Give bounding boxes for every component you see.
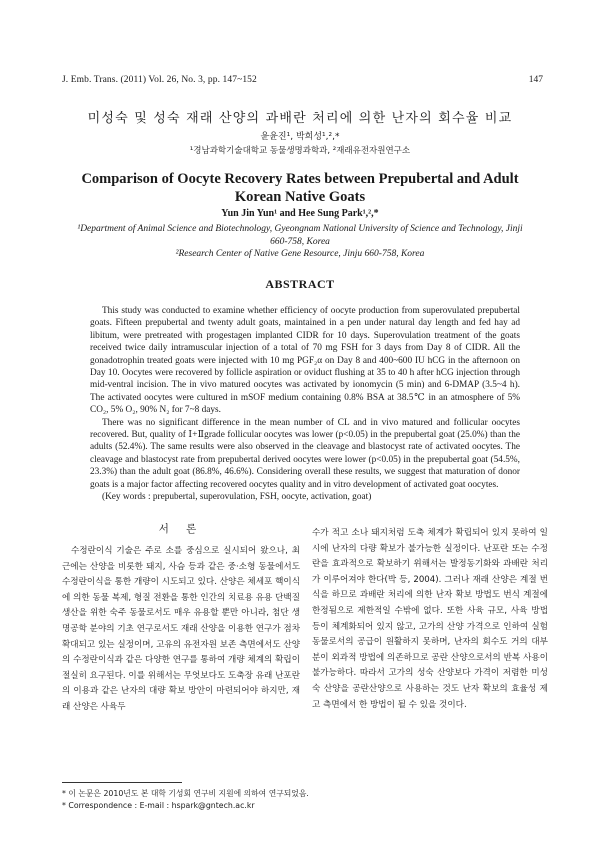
- body-column-right: [312, 526, 548, 713]
- intro-paragraph-left: 수정란이식 기술은 주로 소를 중심으로 실시되어 왔으나, 최근에는 산양을 비롯한 돼지, 사슴 등과 같은 중·소형 동물에서도 수정란이식을 통한 개량이 시도되고 있다. 산양은 체세포 핵이식에 의한 동물 복제, 형질 전환을 통한 인간의 치료용 유용 단백질 생산을 위한 숙주 동물로서도 매우 유용할 뿐만 아니라, 첨단 생명공학 분야의 기초 연구로서도 재래 산양을 이용한 연구가 점차 확대되고 있는 실정이며, 고유의 유전자원 보존 측면에서도 산양의 수정란이식과 같은 다양한 연구를 통하여 개량 체계의 확립이 절실히 요구된다. 이를 위해서는 무엇보다도 도축장 유래 난포란의 이용과 같은 난자의 대량 확보 방안이 마련되어야 하지만, 재래 산양은 사육두: [62, 546, 300, 712]
- abstract-heading: ABSTRACT: [265, 277, 335, 291]
- keywords: (Key words : prepubertal, superovulation, FSH, oocyte, activation, goat): [102, 492, 372, 503]
- abstract-paragraph-2: There was no significant difference in the mean number of CL and in vivo matured and follicular oocytes recovered. But, quality of Ⅰ+Ⅱgrade follicular oocytes was lower (p<0.05) in the prepubertal goat (25.0%) than the adults (52.4%). The same results were also observed in the cleavage and blastocyst rate of activated oocytes. The cleavage and blastocyst rate from prepubertal derived oocytes were lower (p<0.05) in the prepubertal goat (54.5%, 23.3%) than the adult goat (86.8%, 46.6%). Considering overall these results, we suggest that maturation of donor goats is a major factor affecting recovered oocytes quality and in vitro development of activated goat oocytes.: [90, 417, 520, 490]
- page-number: 147: [528, 75, 543, 85]
- footnote-funding: * 이 논문은 2010년도 본 대학 기성회 연구비 지원에 의하여 연구되었음.: [62, 789, 309, 798]
- korean-affiliation: ¹경남과학기술대학교 동물생명과학과, ²재래유전자원연구소: [189, 146, 411, 156]
- abstract-body: [90, 305, 520, 504]
- affiliation-1: ¹Department of Animal Science and Biotechnology, Gyeongnam National University of Science and Technology, Jinji 660-758, Korea: [77, 224, 523, 247]
- body-column-left: [62, 544, 300, 716]
- korean-authors: 윤윤진¹, 박희성¹,²,*: [260, 132, 340, 142]
- english-authors: Yun Jin Yun¹ and Hee Sung Park¹,²,*: [221, 208, 379, 219]
- affiliation-2: ²Research Center of Native Gene Resource, Jinju 660-758, Korea: [175, 249, 425, 259]
- english-affiliations: [70, 223, 530, 261]
- intro-paragraph-right: 수가 적고 소나 돼지처럼 도축 체계가 확립되어 있지 못하여 일시에 난자의 다량 확보가 불가능한 실정이다. 난포란 또는 수정란을 효과적으로 확보하기 위해서는 발정동기화와 과배란 처리가 이루어져야 한다(박 등, 2004). 그러나 재래 산양은 계절 번식을 하므로 과배란 처리에 의한 난자 확보 방법도 번식 계절에 한정됨으로 제한적일 수밖에 없다. 또한 사육 규모, 사육 방법 등이 체계화되어 있지 않고, 고가의 산양 가격으로 인하여 실험 동물로서의 공급이 원활하지 못하며, 난자의 회수도 거의 대부분이 외과적 방법에 의존하므로 공란 산양으로서의 반복 사용이 불가능하다. 따라서 고가의 성숙 산양보다 가격이 저렴한 미성숙 산양을 공란산양으로 사용하는 것도 난자 확보의 효율성 제고 측면에서 한 방법이 될 수 있을 것이다.: [312, 528, 548, 710]
- korean-title: 미성숙 및 성숙 재래 산양의 과배란 처리에 의한 난자의 회수율 비교: [87, 111, 513, 126]
- footnote-divider: [62, 782, 182, 783]
- abstract-paragraph-1: This study was conducted to examine whether efficiency of oocyte production from superovulated prepubertal goats. Fifteen prepubertal and twenty adult goats, maintained in a pen under natural day length and fed hay ad libitum, were pretreated with progestagen implanted CIDR for 10 days. Superovulation treatment of the goats received twice daily intramuscular injection of a total of 70 mg FSH for 3 days from Day 8 of CIDR. All the gonadotrophin treated goats were injected with 10 mg PGF₂α on Day 8 and 400~600 IU hCG in the afternoon on Day 10. Oocytes were recovered by follicle aspiration or oviduct flushing at 35 to 40 h after hCG injection through mid-ventral incision. The in vivo matured oocytes was activated by ionomycin (5 min) and 6-DMAP (3.5~4 h). The activated oocytes were cultured in mSOF medium containing 0.8% BSA at 38.5℃ in an atmosphere of 5% CO₂, 5% O₂, 90% N₂ for 7~8 days.: [90, 306, 520, 416]
- english-title: Comparison of Oocyte Recovery Rates between Prepubertal and Adult Korean Native Goats: [81, 171, 519, 205]
- footnote-correspondence: * Correspondence : E-mail : hspark@gntech.ac.kr: [62, 801, 255, 810]
- section-heading-introduction: 서 론: [158, 523, 204, 535]
- journal-citation: J. Emb. Trans. (2011) Vol. 26, No. 3, pp. 147~152: [62, 75, 257, 85]
